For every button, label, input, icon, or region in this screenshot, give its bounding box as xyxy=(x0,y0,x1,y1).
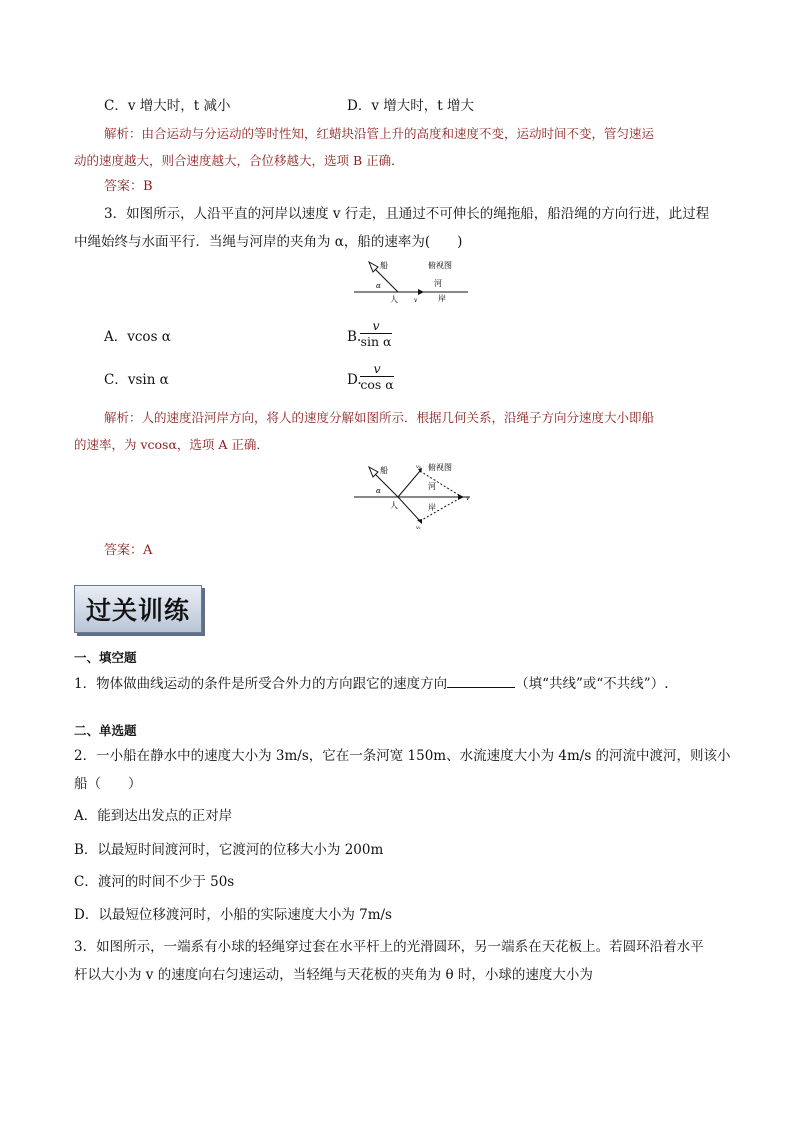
answer-blank[interactable] xyxy=(447,673,515,688)
q2-stem-line-2: 船（ ） xyxy=(74,776,142,792)
fill-question-1-text: 1．物体做曲线运动的条件是所受合外力的方向跟它的速度方向 xyxy=(74,676,448,692)
q2-option-a: A．能到达出发点的正对岸 xyxy=(74,808,233,824)
fig2-bank-label: 岸 xyxy=(428,503,436,512)
fill-section-heading: 一、填空题 xyxy=(74,650,137,665)
q2-option-c: C．渡河的时间不少于 50s xyxy=(74,874,235,890)
q3-option-a: A．vcos α xyxy=(104,329,171,345)
fig2-boat-label: 船 xyxy=(380,466,388,475)
fig1-boat-label: 船 xyxy=(380,261,388,270)
q3-option-d-numerator: v xyxy=(373,361,381,376)
single-section-heading: 二、单选题 xyxy=(74,723,137,738)
fig1-river-label: 河 xyxy=(434,279,442,288)
velocity-decomposition-figure xyxy=(352,458,476,530)
prev-analysis-line-1: 解析：由合运动与分运动的等时性知，红蜡块沿管上升的高度和速度不变，运动时间不变，管匀速运 xyxy=(104,126,655,141)
q3-answer: 答案：A xyxy=(104,543,153,558)
q3-option-b-numerator: v xyxy=(372,318,380,333)
fig1-person-label: 人 xyxy=(390,295,398,304)
q3-option-d-fraction xyxy=(360,361,394,393)
boat-towing-figure xyxy=(352,258,472,304)
fig2-river-label: 河 xyxy=(428,482,436,491)
q3-option-c: C．vsin α xyxy=(104,372,169,388)
fig2-person-label: 人 xyxy=(390,501,398,510)
q3b-stem-line-2: 杆以大小为 v 的速度向右匀速运动，当轻绳与天花板的夹角为 θ 时，小球的速度大小为 xyxy=(74,967,593,983)
q3b-stem-line-1: 3．如图所示，一端系有小球的轻绳穿过套在水平杆上的光滑圆环，另一端系在天花板上。若圆环沿着水平 xyxy=(74,939,704,955)
prev-analysis-line-2: 动的速度越大，则合速度越大，合位移越大，选项 B 正确． xyxy=(74,153,404,168)
prev-option-c: C．v 增大时，t 减小 xyxy=(104,98,231,114)
q3-analysis-line-1: 解析：人的速度沿河岸方向，将人的速度分解如图所示．根据几何关系，沿绳子方向分速度大小即船 xyxy=(104,410,655,425)
fill-question-1-suffix: （填“共线”或“不共线”）. xyxy=(515,676,669,692)
fig2-alpha-label: α xyxy=(376,487,381,495)
q3-stem-line-1: 3．如图所示，人沿平直的河岸以速度 v 行走，且通过不可伸长的绳拖船，船沿绳的方向行进，此过程 xyxy=(104,206,710,222)
fig1-bank-label: 岸 xyxy=(438,294,446,303)
q2-stem-line-1: 2．一小船在静水中的速度大小为 3m/s，它在一条河宽 150m、水流速度大小为 4m/s 的河流中渡河，则该小 xyxy=(74,748,731,764)
q3-stem-line-2: 中绳始终与水面平行．当绳与河岸的夹角为 α，船的速率为( ) xyxy=(74,234,463,250)
q3-option-b-prefix: B. xyxy=(347,329,362,345)
q3-option-d-prefix: D. xyxy=(347,372,362,388)
q3-option-b-denominator: sin α xyxy=(360,334,392,349)
fig2-v2-label: v₂ xyxy=(416,464,421,470)
fig1-v-label: v xyxy=(414,297,418,304)
fig2-v1-label: v₁ xyxy=(416,525,421,530)
q3-analysis-line-2: 的速率，为 vcosα，选项 A 正确． xyxy=(74,437,269,452)
prev-answer: 答案：B xyxy=(104,179,153,194)
q2-option-b: B．以最短时间渡河时，它渡河的位移大小为 200m xyxy=(74,842,384,858)
q3-option-d-denominator: cos α xyxy=(360,377,394,392)
fig2-view-label: 俯视图 xyxy=(428,463,452,472)
q3-option-b-fraction xyxy=(360,318,392,350)
fill-question-1 xyxy=(74,673,669,694)
fig1-alpha-label: α xyxy=(376,282,381,290)
q2-option-d: D．以最短位移渡河时，小船的实际速度大小为 7m/s xyxy=(74,907,392,923)
fig1-view-label: 俯视图 xyxy=(428,261,452,270)
section-banner: 过关训练 xyxy=(74,585,202,633)
fig2-v-label: v xyxy=(466,495,470,502)
prev-option-d: D．v 增大时，t 增大 xyxy=(347,98,474,114)
